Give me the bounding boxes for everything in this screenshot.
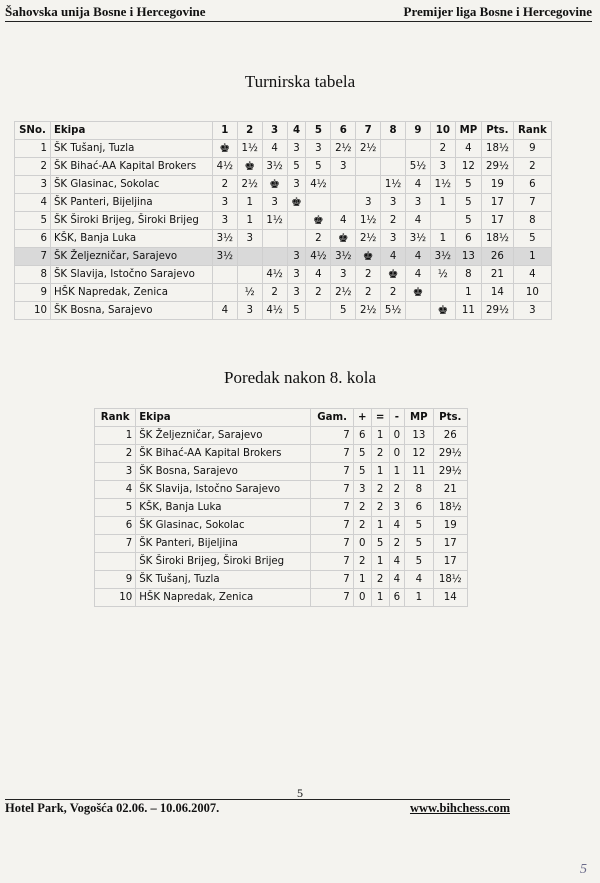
crosstable-cell: 3 bbox=[287, 248, 306, 266]
crosstable-cell: 3½ bbox=[430, 248, 455, 266]
crosstable-cell: 3 bbox=[287, 140, 306, 158]
crosstable-cell: 3½ bbox=[212, 248, 237, 266]
crosstable-cell: 2½ bbox=[356, 302, 381, 320]
crosstable-cell: ½ bbox=[237, 284, 262, 302]
page-number: 5 bbox=[297, 786, 303, 800]
crosstable-cell: 4 bbox=[406, 266, 431, 284]
standings-gam: 7 bbox=[311, 499, 353, 517]
standings-rank bbox=[95, 553, 136, 571]
chess-king-icon: ♚ bbox=[362, 248, 374, 263]
standings-col-header: + bbox=[353, 409, 371, 427]
chess-king-icon: ♚ bbox=[244, 158, 256, 173]
standings-minus: 2 bbox=[389, 535, 405, 553]
standings-table bbox=[94, 408, 468, 607]
standings-gam: 7 bbox=[311, 445, 353, 463]
crosstable-cell: 2½ bbox=[356, 140, 381, 158]
standings-plus: 2 bbox=[353, 517, 371, 535]
chess-king-icon: ♚ bbox=[387, 266, 399, 281]
crosstable-cell: 10 bbox=[513, 284, 551, 302]
standings-gam: 7 bbox=[311, 553, 353, 571]
standings-plus: 5 bbox=[353, 445, 371, 463]
crosstable-cell bbox=[212, 284, 237, 302]
standings-ekipa: ŠK Željezničar, Sarajevo bbox=[136, 427, 311, 445]
crosstable-team: HŠK Napredak, Zenica bbox=[50, 284, 212, 302]
crosstable-cell: 21 bbox=[482, 266, 514, 284]
crosstable-cell bbox=[212, 140, 237, 158]
crosstable-row bbox=[15, 266, 552, 284]
crosstable-cell: 2½ bbox=[331, 140, 356, 158]
crosstable-cell: 4 bbox=[331, 212, 356, 230]
standings-col-header: - bbox=[389, 409, 405, 427]
crosstable-cell: 1 bbox=[430, 194, 455, 212]
standings-mp: 5 bbox=[405, 535, 433, 553]
crosstable-cell: 3 bbox=[287, 266, 306, 284]
standings-pts: 17 bbox=[433, 553, 467, 571]
crosstable-cell: 4 bbox=[455, 140, 481, 158]
crosstable-cell: 3 bbox=[381, 230, 406, 248]
standings-minus: 2 bbox=[389, 481, 405, 499]
standings-ekipa: ŠK Široki Brijeg, Široki Brijeg bbox=[136, 553, 311, 571]
standings-pts: 14 bbox=[433, 589, 467, 607]
standings-header-row bbox=[95, 409, 468, 427]
crosstable-cell: 6 bbox=[455, 230, 481, 248]
crosstable-cell: 1 bbox=[455, 284, 481, 302]
standings-col-header: Ekipa bbox=[136, 409, 311, 427]
crosstable-row bbox=[15, 158, 552, 176]
standings-ekipa: ŠK Panteri, Bijeljina bbox=[136, 535, 311, 553]
standings-row bbox=[95, 499, 468, 517]
standings-col-header: = bbox=[371, 409, 389, 427]
standings-row bbox=[95, 571, 468, 589]
crosstable-cell: 3 bbox=[406, 194, 431, 212]
crosstable-sno: 10 bbox=[15, 302, 51, 320]
standings-eq: 5 bbox=[371, 535, 389, 553]
crosstable-cell: 5½ bbox=[381, 302, 406, 320]
standings-pts: 17 bbox=[433, 535, 467, 553]
crosstable-cell: 18½ bbox=[482, 230, 514, 248]
crosstable-cell: 3 bbox=[237, 230, 262, 248]
standings-pts: 26 bbox=[433, 427, 467, 445]
crosstable-row bbox=[15, 140, 552, 158]
standings-row bbox=[95, 427, 468, 445]
crosstable-cell: 11 bbox=[455, 302, 481, 320]
standings-ekipa: ŠK Glasinac, Sokolac bbox=[136, 517, 311, 535]
crosstable-cell: 4 bbox=[212, 302, 237, 320]
standings-eq: 1 bbox=[371, 589, 389, 607]
chess-king-icon: ♚ bbox=[337, 230, 349, 245]
standings-gam: 7 bbox=[311, 589, 353, 607]
crosstable-sno: 3 bbox=[15, 176, 51, 194]
crosstable-cell: 29½ bbox=[482, 158, 514, 176]
header-right: Premijer liga Bosne i Hercegovine bbox=[403, 4, 592, 19]
crosstable-cell: 2½ bbox=[331, 284, 356, 302]
standings-rank: 1 bbox=[95, 427, 136, 445]
crosstable-cell: 4 bbox=[262, 140, 287, 158]
crosstable-col-header: 5 bbox=[306, 122, 331, 140]
crosstable-team: ŠK Bosna, Sarajevo bbox=[50, 302, 212, 320]
footer-url: www.bihchess.com bbox=[409, 801, 510, 815]
crosstable-cell: 4 bbox=[406, 176, 431, 194]
page-footer bbox=[5, 799, 510, 816]
crosstable-cell bbox=[406, 284, 431, 302]
crosstable-cell: 4½ bbox=[212, 158, 237, 176]
crosstable-cell: 26 bbox=[482, 248, 514, 266]
standings-ekipa: KŠK, Banja Luka bbox=[136, 499, 311, 517]
crosstable-cell: 2 bbox=[381, 212, 406, 230]
crosstable-cell: 19 bbox=[482, 176, 514, 194]
crosstable-col-header: 4 bbox=[287, 122, 306, 140]
crosstable-cell bbox=[306, 194, 331, 212]
chess-king-icon: ♚ bbox=[313, 212, 324, 227]
crosstable-sno: 2 bbox=[15, 158, 51, 176]
standings-row bbox=[95, 535, 468, 553]
crosstable-col-header: SNo. bbox=[15, 122, 51, 140]
crosstable-cell: 3 bbox=[287, 284, 306, 302]
crosstable-cell: 8 bbox=[513, 212, 551, 230]
crosstable-cell bbox=[430, 212, 455, 230]
crosstable-cell: 29½ bbox=[482, 302, 514, 320]
crosstable-cell: 1 bbox=[237, 212, 262, 230]
header-left: Šahovska unija Bosne i Hercegovine bbox=[5, 4, 206, 19]
crosstable-cell: 17 bbox=[482, 194, 514, 212]
standings-mp: 12 bbox=[405, 445, 433, 463]
crosstable-cell: 2 bbox=[356, 266, 381, 284]
standings-rank: 10 bbox=[95, 589, 136, 607]
standings-col-header: MP bbox=[405, 409, 433, 427]
crosstable-cell: 2 bbox=[513, 158, 551, 176]
standings-rank: 7 bbox=[95, 535, 136, 553]
standings-minus: 1 bbox=[389, 463, 405, 481]
chess-king-icon: ♚ bbox=[219, 140, 231, 155]
crosstable-cell bbox=[356, 176, 381, 194]
standings-minus: 0 bbox=[389, 445, 405, 463]
crosstable-cell: 1½ bbox=[356, 212, 381, 230]
crosstable-cell bbox=[331, 176, 356, 194]
standings-minus: 3 bbox=[389, 499, 405, 517]
crosstable-cell: 3 bbox=[513, 302, 551, 320]
crosstable-row bbox=[15, 230, 552, 248]
crosstable-cell bbox=[381, 140, 406, 158]
standings-mp: 6 bbox=[405, 499, 433, 517]
standings-pts: 21 bbox=[433, 481, 467, 499]
crosstable-sno: 5 bbox=[15, 212, 51, 230]
crosstable-col-header: Rank bbox=[513, 122, 551, 140]
chess-king-icon: ♚ bbox=[412, 284, 424, 299]
crosstable-cell: 3 bbox=[306, 140, 331, 158]
crosstable-cell bbox=[262, 230, 287, 248]
crosstable-cell: 1½ bbox=[262, 212, 287, 230]
standings-minus: 4 bbox=[389, 571, 405, 589]
crosstable-cell: 8 bbox=[455, 266, 481, 284]
crosstable-cell: ½ bbox=[430, 266, 455, 284]
crosstable-row bbox=[15, 194, 552, 212]
crosstable-cell: 5 bbox=[287, 302, 306, 320]
crosstable-cell: 7 bbox=[513, 194, 551, 212]
crosstable-col-header: 10 bbox=[430, 122, 455, 140]
standings-col-header: Pts. bbox=[433, 409, 467, 427]
crosstable-cell: 3 bbox=[287, 176, 306, 194]
crosstable-cell bbox=[262, 248, 287, 266]
chess-king-icon: ♚ bbox=[269, 176, 280, 191]
crosstable-cell: 2 bbox=[212, 176, 237, 194]
crosstable-cell bbox=[430, 302, 455, 320]
crosstable-cell bbox=[356, 248, 381, 266]
crosstable-cell: 1 bbox=[237, 194, 262, 212]
standings-mp: 1 bbox=[405, 589, 433, 607]
crosstable-cell: 3 bbox=[212, 212, 237, 230]
crosstable-team: ŠK Bihać-AA Kapital Brokers bbox=[50, 158, 212, 176]
crosstable-cell: 2 bbox=[356, 284, 381, 302]
crosstable-cell: 2 bbox=[430, 140, 455, 158]
standings-mp: 5 bbox=[405, 517, 433, 535]
standings-plus: 1 bbox=[353, 571, 371, 589]
standings-plus: 2 bbox=[353, 553, 371, 571]
crosstable-cell: 5 bbox=[455, 194, 481, 212]
crosstable-cell: 2 bbox=[306, 284, 331, 302]
standings-mp: 11 bbox=[405, 463, 433, 481]
standings-eq: 2 bbox=[371, 571, 389, 589]
standings-rank: 6 bbox=[95, 517, 136, 535]
standings-gam: 7 bbox=[311, 481, 353, 499]
crosstable-col-header: 3 bbox=[262, 122, 287, 140]
crosstable-cell: 3 bbox=[356, 194, 381, 212]
crosstable-team: ŠK Željezničar, Sarajevo bbox=[50, 248, 212, 266]
crosstable-col-header: Ekipa bbox=[50, 122, 212, 140]
standings-pts: 18½ bbox=[433, 571, 467, 589]
standings-eq: 1 bbox=[371, 463, 389, 481]
crosstable-col-header: 7 bbox=[356, 122, 381, 140]
crosstable-cell: 4½ bbox=[262, 266, 287, 284]
standings-plus: 6 bbox=[353, 427, 371, 445]
crosstable-cell: 3½ bbox=[331, 248, 356, 266]
crosstable-sno: 8 bbox=[15, 266, 51, 284]
crosstable-cell: 4½ bbox=[262, 302, 287, 320]
crosstable-cell bbox=[237, 158, 262, 176]
crosstable-cell: 3 bbox=[381, 194, 406, 212]
crosstable-cell: 1½ bbox=[430, 176, 455, 194]
crosstable-cell: 6 bbox=[513, 176, 551, 194]
crosstable-cell bbox=[430, 284, 455, 302]
crosstable-row bbox=[15, 176, 552, 194]
crosstable-team: KŠK, Banja Luka bbox=[50, 230, 212, 248]
crosstable-cell: 5 bbox=[513, 230, 551, 248]
crosstable-cell: 5 bbox=[306, 158, 331, 176]
standings-gam: 7 bbox=[311, 463, 353, 481]
standings-col-header: Rank bbox=[95, 409, 136, 427]
crosstable-cell: 3 bbox=[331, 158, 356, 176]
standings-gam: 7 bbox=[311, 427, 353, 445]
crosstable-cell: 2 bbox=[306, 230, 331, 248]
crosstable-row bbox=[15, 212, 552, 230]
crosstable-cell: 3 bbox=[430, 158, 455, 176]
standings-plus: 5 bbox=[353, 463, 371, 481]
standings-eq: 1 bbox=[371, 553, 389, 571]
crosstable-col-header: MP bbox=[455, 122, 481, 140]
standings-rank: 9 bbox=[95, 571, 136, 589]
crosstable-cell bbox=[331, 194, 356, 212]
crosstable-cell: 4 bbox=[406, 212, 431, 230]
crosstable-cell bbox=[237, 266, 262, 284]
crosstable-cell: 2 bbox=[262, 284, 287, 302]
crosstable-cell: 12 bbox=[455, 158, 481, 176]
crosstable-cell: 3½ bbox=[262, 158, 287, 176]
crosstable-cell: 4 bbox=[306, 266, 331, 284]
crosstable-cell: 5 bbox=[331, 302, 356, 320]
crosstable-cell bbox=[287, 212, 306, 230]
standings-ekipa: ŠK Slavija, Istočno Sarajevo bbox=[136, 481, 311, 499]
crosstable-cell: 1 bbox=[513, 248, 551, 266]
standings-minus: 4 bbox=[389, 553, 405, 571]
standings-gam: 7 bbox=[311, 571, 353, 589]
crosstable bbox=[14, 121, 552, 320]
crosstable-cell: 5 bbox=[287, 158, 306, 176]
crosstable-cell: 14 bbox=[482, 284, 514, 302]
crosstable-team: ŠK Glasinac, Sokolac bbox=[50, 176, 212, 194]
crosstable-cell bbox=[331, 230, 356, 248]
crosstable-cell bbox=[356, 158, 381, 176]
crosstable-cell: 3 bbox=[331, 266, 356, 284]
crosstable-sno: 6 bbox=[15, 230, 51, 248]
crosstable-cell: 3½ bbox=[406, 230, 431, 248]
crosstable-cell: 17 bbox=[482, 212, 514, 230]
standings-pts: 18½ bbox=[433, 499, 467, 517]
standings-rank: 4 bbox=[95, 481, 136, 499]
crosstable-cell bbox=[287, 194, 306, 212]
crosstable-cell bbox=[406, 140, 431, 158]
crosstable-col-header: 6 bbox=[331, 122, 356, 140]
standings-col-header: Gam. bbox=[311, 409, 353, 427]
standings-rank: 2 bbox=[95, 445, 136, 463]
crosstable-cell bbox=[237, 248, 262, 266]
standings-gam: 7 bbox=[311, 517, 353, 535]
standings-minus: 6 bbox=[389, 589, 405, 607]
standings-plus: 2 bbox=[353, 499, 371, 517]
crosstable-cell: 2½ bbox=[356, 230, 381, 248]
footer-left: Hotel Park, Vogošća 02.06. – 10.06.2007. bbox=[5, 801, 220, 815]
standings-row bbox=[95, 517, 468, 535]
crosstable-cell: 1 bbox=[430, 230, 455, 248]
crosstable-row bbox=[15, 248, 552, 266]
standings-eq: 1 bbox=[371, 517, 389, 535]
crosstable-cell bbox=[306, 302, 331, 320]
crosstable-row bbox=[15, 284, 552, 302]
crosstable-cell: 3 bbox=[262, 194, 287, 212]
crosstable-cell bbox=[306, 212, 331, 230]
chess-king-icon: ♚ bbox=[437, 302, 449, 317]
crosstable-header-row bbox=[15, 122, 552, 140]
crosstable-cell: 4½ bbox=[306, 248, 331, 266]
crosstable-col-header: 1 bbox=[212, 122, 237, 140]
crosstable-sno: 1 bbox=[15, 140, 51, 158]
standings-eq: 2 bbox=[371, 445, 389, 463]
crosstable-cell: 5 bbox=[455, 212, 481, 230]
crosstable-cell: 5 bbox=[455, 176, 481, 194]
crosstable-cell: 1½ bbox=[381, 176, 406, 194]
crosstable-cell: 3 bbox=[237, 302, 262, 320]
chess-king-icon: ♚ bbox=[291, 194, 302, 209]
crosstable-col-header: 8 bbox=[381, 122, 406, 140]
standings-mp: 5 bbox=[405, 553, 433, 571]
standings-mp: 4 bbox=[405, 571, 433, 589]
standings-minus: 4 bbox=[389, 517, 405, 535]
standings-title: Poredak nakon 8. kola bbox=[223, 368, 377, 387]
crosstable-team: ŠK Panteri, Bijeljina bbox=[50, 194, 212, 212]
crosstable-cell: 4½ bbox=[306, 176, 331, 194]
crosstable-cell bbox=[381, 266, 406, 284]
crosstable-cell: 2½ bbox=[237, 176, 262, 194]
standings-ekipa: HŠK Napredak, Zenica bbox=[136, 589, 311, 607]
crosstable-cell: 9 bbox=[513, 140, 551, 158]
crosstable-col-header: 9 bbox=[406, 122, 431, 140]
standings-rank: 3 bbox=[95, 463, 136, 481]
corner-mark: 5 bbox=[580, 862, 587, 877]
crosstable-team: ŠK Široki Brijeg, Široki Brijeg bbox=[50, 212, 212, 230]
crosstable-cell: 4 bbox=[406, 248, 431, 266]
crosstable-cell: 13 bbox=[455, 248, 481, 266]
crosstable-cell: 4 bbox=[513, 266, 551, 284]
standings-row bbox=[95, 589, 468, 607]
crosstable-col-header: Pts. bbox=[482, 122, 514, 140]
standings-eq: 2 bbox=[371, 499, 389, 517]
standings-eq: 1 bbox=[371, 427, 389, 445]
crosstable-cell bbox=[287, 230, 306, 248]
standings-gam: 7 bbox=[311, 535, 353, 553]
crosstable-cell bbox=[212, 266, 237, 284]
crosstable-sno: 7 bbox=[15, 248, 51, 266]
crosstable-col-header: 2 bbox=[237, 122, 262, 140]
standings-row bbox=[95, 445, 468, 463]
standings-row bbox=[95, 553, 468, 571]
page-header bbox=[5, 4, 592, 22]
standings-ekipa: ŠK Bihać-AA Kapital Brokers bbox=[136, 445, 311, 463]
crosstable-cell: 3 bbox=[212, 194, 237, 212]
standings-mp: 8 bbox=[405, 481, 433, 499]
crosstable-row bbox=[15, 302, 552, 320]
crosstable-cell: 18½ bbox=[482, 140, 514, 158]
crosstable-cell: 1½ bbox=[237, 140, 262, 158]
crosstable-cell: 3½ bbox=[212, 230, 237, 248]
standings-pts: 29½ bbox=[433, 463, 467, 481]
crosstable-team: ŠK Slavija, Istočno Sarajevo bbox=[50, 266, 212, 284]
standings-ekipa: ŠK Tušanj, Tuzla bbox=[136, 571, 311, 589]
crosstable-sno: 9 bbox=[15, 284, 51, 302]
standings-plus: 0 bbox=[353, 535, 371, 553]
standings-row bbox=[95, 463, 468, 481]
standings-plus: 3 bbox=[353, 481, 371, 499]
standings-pts: 29½ bbox=[433, 445, 467, 463]
standings-mp: 13 bbox=[405, 427, 433, 445]
crosstable-sno: 4 bbox=[15, 194, 51, 212]
standings-plus: 0 bbox=[353, 589, 371, 607]
crosstable-cell: 5½ bbox=[406, 158, 431, 176]
crosstable-team: ŠK Tušanj, Tuzla bbox=[50, 140, 212, 158]
standings-rank: 5 bbox=[95, 499, 136, 517]
standings-pts: 19 bbox=[433, 517, 467, 535]
crosstable-title: Turnirska tabela bbox=[244, 72, 356, 91]
crosstable-cell bbox=[381, 158, 406, 176]
crosstable-cell: 4 bbox=[381, 248, 406, 266]
standings-ekipa: ŠK Bosna, Sarajevo bbox=[136, 463, 311, 481]
crosstable-cell bbox=[406, 302, 431, 320]
standings-eq: 2 bbox=[371, 481, 389, 499]
crosstable-cell: 2 bbox=[381, 284, 406, 302]
crosstable-cell bbox=[262, 176, 287, 194]
standings-row bbox=[95, 481, 468, 499]
standings-minus: 0 bbox=[389, 427, 405, 445]
